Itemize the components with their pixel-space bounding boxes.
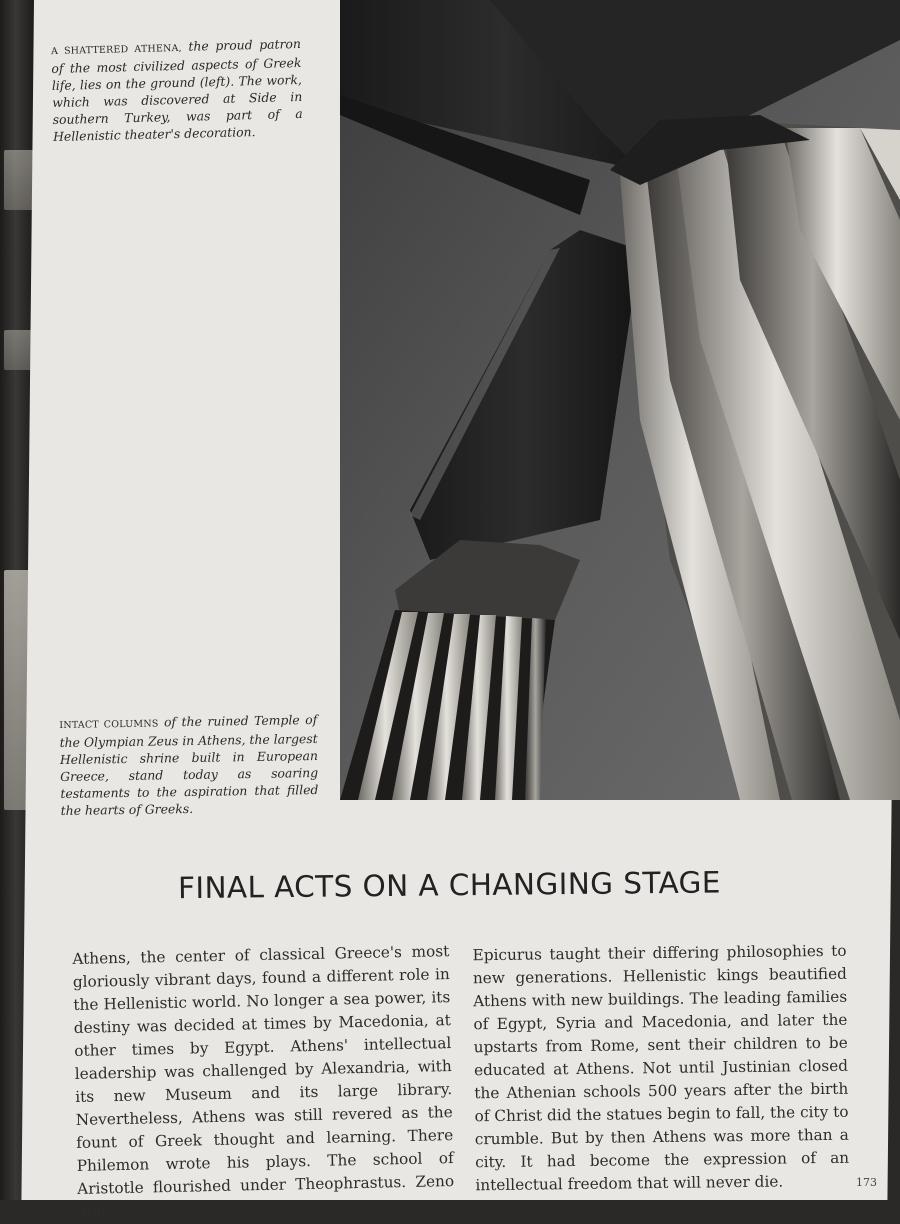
photo-caption-columns (59, 711, 319, 819)
body-text-right-column: Epicurus taught their differing philosophies to new generations. Hellenistic kings beautified Athens with new buildings. The leading families of Egypt, Syria and Macedonia, and later the upstarts from Rome, sent their children to be educated at Athens. Not until Justinian closed the Athenian schools 500 years after the birth of Christ did the statues begin to fall, the city to crumble. But by then Athens was more than a city. It had become the expression of an intellectual freedom that will never die. (472, 941, 850, 1195)
page-number: 173 (856, 1176, 877, 1189)
column-photograph (340, 0, 900, 800)
caption-lead: INTACT COLUMNS (59, 718, 159, 732)
caption-text: of the ruined Temple of the Olympian Zeus in Athens, the largest Hellenistic shrine built in European Greece, stand today as soaring testaments to the aspiration that filled the hearts of Greeks. (59, 711, 319, 819)
caption-lead: A SHATTERED ATHENA, (50, 42, 182, 58)
body-text-left-column: Athens, the center of classical Greece's most gloriously vibrant days, found a different role in the Hellenistic world. No longer a sea power, its destiny was decided at times by Macedonia, at other times by Egypt. Athens' intellectual leadership was challenged by Alexandria, with its new Museum and its large library. Nevertheless, Athens was still revered as the fount of Greek thought and learning. There Philemon wrote his plays. The school of Aristotle flourished under Theophrastus. Zeno and (72, 942, 455, 1221)
caption-text: the proud patron of the most civilized aspects of Greek life, lies on the ground (left). The work, which was discovered at Side in southern Turkey, was part of a Hellenistic theater's decoration. (51, 35, 303, 145)
article-title: FINAL ACTS ON A CHANGING STAGE (177, 865, 722, 906)
photo-caption-athena (51, 35, 303, 145)
